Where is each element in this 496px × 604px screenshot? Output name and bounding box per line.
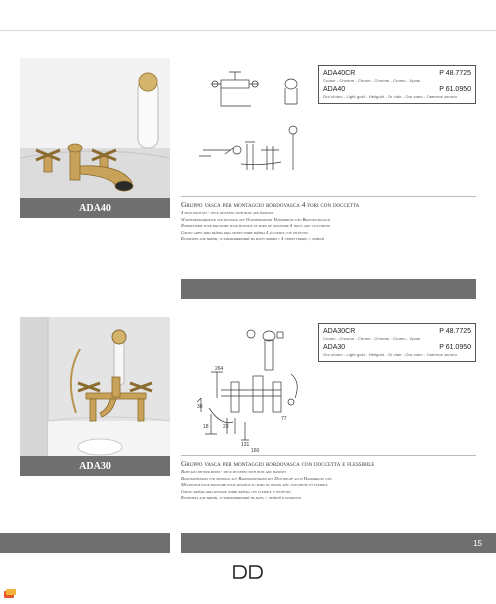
spec-box-ada40 xyxy=(318,65,476,104)
description-line: Badewannensatz für montage auf Badewannenrand mit Duschkopf auch Handbrause und xyxy=(181,475,332,481)
dimension-label: 264 xyxy=(215,366,224,372)
spec-price: P 48.7725 xyxy=(439,328,471,335)
spec-price: P 48.7725 xyxy=(439,70,471,77)
description-title: Gruppo vasca per montaggio bordovasca 4 fori con doccetta xyxy=(181,200,360,209)
spec-price: P 61.0950 xyxy=(439,86,471,93)
product-photo-ada40 xyxy=(20,58,170,200)
description-line: Wannenrandarmatur zur montage auf Wannenrandmit Handbrause und Brauseschlauch xyxy=(181,216,330,222)
description-line: Комплект для ванны, устанавливаемый на борт, с лейкой и шлангом xyxy=(181,495,301,500)
dimension-label: 18 xyxy=(203,424,209,430)
description-line: Комплект для ванны, устанавливаемый на борту ванны с 4 отверстиями, с лейкой xyxy=(181,236,325,241)
spec-price: P 61.0950 xyxy=(439,344,471,351)
spec-code: ADA40CR xyxy=(323,70,356,77)
technical-drawing-ada40 xyxy=(181,58,313,198)
spec-finishes: Oro chiaro - Light gold - Hellgold - Or clair - Oro claro - Светлое золото xyxy=(323,352,458,357)
spec-code: ADA40 xyxy=(323,86,346,93)
footer-bar-left xyxy=(0,533,170,553)
description-line: Grupo bañera para montaje sobre bañera con flexible y teléfono xyxy=(181,488,291,494)
product-code-ada30: ADA30 xyxy=(20,456,170,476)
spec-finishes: Cromo - Chrome - Chrom - Chrome - Cromo - Хром xyxy=(323,336,420,341)
description-line: 4 hole bath set - deck mounted with hose and handset xyxy=(181,210,274,215)
brand-logo xyxy=(230,564,266,580)
product-code-ada40: ADA40 xyxy=(20,198,170,218)
page-number: 15 xyxy=(473,539,482,548)
header-rule xyxy=(0,30,496,31)
section-divider xyxy=(181,455,476,456)
description-line: Mélangeur pour baignoire pour montage au bord du bassin avec douchette et flexible xyxy=(181,482,328,487)
dimension-label: 77 xyxy=(281,416,287,422)
dimension-label: 23 xyxy=(223,424,229,430)
product-photo-ada30 xyxy=(20,317,170,459)
spec-finishes: Oro chiaro - Light gold - Hellgold - Or clair - Oro claro - Светлое золото xyxy=(323,94,458,99)
technical-drawing-ada30 xyxy=(181,322,313,458)
app-tag-icon xyxy=(3,586,17,596)
spec-finishes: Cromo - Chrome - Chrom - Chrome - Cromo - Хром xyxy=(323,78,420,83)
description-ada30 xyxy=(181,459,476,502)
spec-code: ADA30 xyxy=(323,344,346,351)
spec-box-ada30 xyxy=(318,323,476,362)
footer-bar-right xyxy=(181,533,496,553)
description-line: Robinetterie pour baignoire pour montage en bord de baignoire 4 trous avec douchette xyxy=(181,223,330,228)
dimension-label: 160 xyxy=(251,448,260,454)
dimension-label: 30 xyxy=(197,404,203,410)
section-divider xyxy=(181,196,476,197)
description-title: Gruppo vasca per montaggio bordovasca con doccetta e flessibile xyxy=(181,459,375,468)
description-ada40 xyxy=(181,200,476,243)
section-bar xyxy=(181,279,476,299)
description-line: Bath and shower mixer - deck mounted with hose and handset xyxy=(181,469,287,474)
dimension-label: 131 xyxy=(241,442,250,448)
spec-code: ADA30CR xyxy=(323,328,356,335)
description-line: Grupo grifo para bañera para monte sobre bañera 4 agujeros con teléfono xyxy=(181,229,308,235)
